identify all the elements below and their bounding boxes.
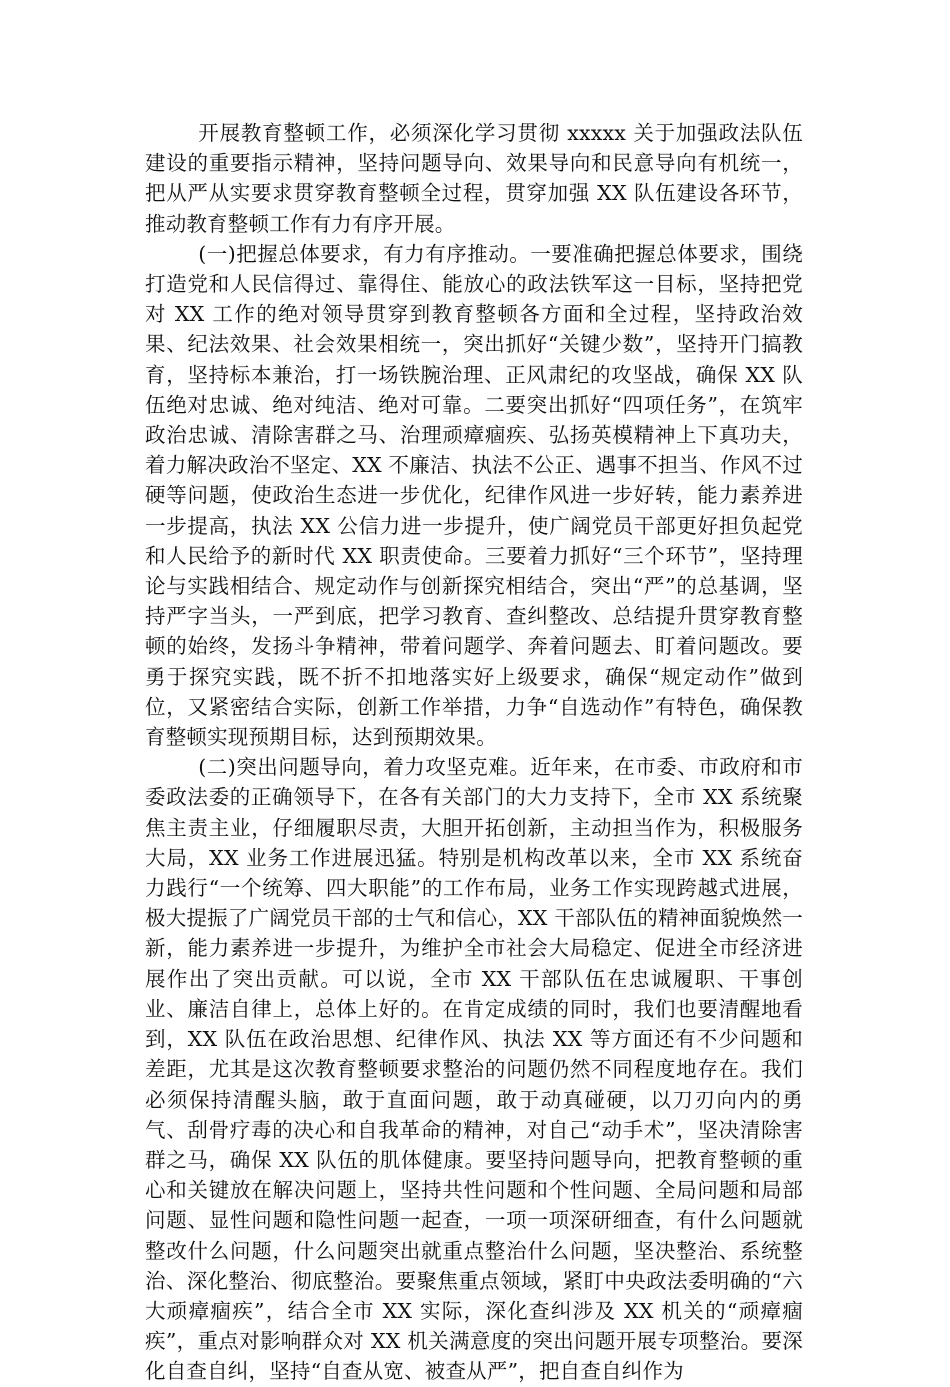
paragraph-section-1: (一)把握总体要求，有力有序推动。一要准确把握总体要求，围绕打造党和人民信得过、靠得住、能放心的政法铁军这一目标，坚持把党对 XX 工作的绝对领导贯穿到教育整顿各方面和全过程，坚持政治效果、纪法效果、社会效果相统一，突出抓好“关键少数”，坚持开门搞教育，坚持标本兼治，打一场铁腕治理、正风肃纪的攻坚战，确保 XX 队伍绝对忠诚、绝对纯洁、绝对可靠。二要突出抓好“四项任务”，在筑牢政治忠诚、清除害群之马、治理顽瘴痼疾、弘扬英模精神上下真功夫，着力解决政治不坚定、XX 不廉洁、执法不公正、遇事不担当、作风不过硬等问题，使政治生态进一步优化，纪律作风进一步好转，能力素养进一步提高，执法 XX 公信力进一步提升，使广阔党员干部更好担负起党和人民给予的新时代 XX 职责使命。三要着力抓好“三个环节”，坚持理论与实践相结合、规定动作与创新探究相结合，突出“严”的总基调，坚持严字当头，一严到底，把学习教育、查纠整改、总结提升贯穿教育整顿的始终，发扬斗争精神，带着问题学、奔着问题去、盯着问题改。要勇于探究实践，既不折不扣地落实好上级要求，确保“规定动作”做到位，又紧密结合实际，创新工作举措，力争“自选动作”有特色，确保教育整顿实现预期目标，达到预期效果。 bbox=[145, 241, 803, 750]
paragraph-intro: 开展教育整顿工作，必须深化学习贯彻 xxxxx 关于加强政法队伍建设的重要指示精神，坚持问题导向、效果导向和民意导向有机统一，把从严从实要求贯穿教育整顿全过程，贯穿加强 XX 队伍建设各环节，推动教育整顿工作有力有序开展。 bbox=[145, 121, 803, 236]
document-body bbox=[145, 118, 803, 1387]
paragraph-section-2: (二)突出问题导向，着力攻坚克难。近年来，在市委、市政府和市委政法委的正确领导下，在各有关部门的大力支持下，全市 XX 系统聚焦主责主业，仔细履职尽责，大胆开拓创新，主动担当作为，积极服务大局，XX 业务工作进展迅猛。特别是机构改革以来，全市 XX 系统奋力践行“一个统筹、四大职能”的工作布局，业务工作实现跨越式进展，极大提振了广阔党员干部的士气和信心，XX 干部队伍的精神面貌焕然一新，能力素养进一步提升，为维护全市社会大局稳定、促进全市经济进展作出了突出贡献。可以说，全市 XX 干部队伍在忠诚履职、干事创业、廉洁自律上，总体上好的。在肯定成绩的同时，我们也要清醒地看到，XX 队伍在政治思想、纪律作风、执法 XX 等方面还有不少问题和差距，尤其是这次教育整顿要求整治的问题仍然不同程度地存在。我们必须保持清醒头脑，敢于直面问题，敢于动真碰硬，以刀刃向内的勇气、刮骨疗毒的决心和自我革命的精神，对自己“动手术”，坚决清除害群之马，确保 XX 队伍的肌体健康。要坚持问题导向，把教育整顿的重心和关键放在解决问题上，坚持共性问题和个性问题、全局问题和局部问题、显性问题和隐性问题一起查，一项一项深研细查，有什么问题就整改什么问题，什么问题突出就重点整治什么问题，坚决整治、系统整治、深化整治、彻底整治。要聚焦重点领域，紧盯中央政法委明确的“六大顽瘴痼疾”，结合全市 XX 实际，深化查纠涉及 XX 机关的“顽瘴痼疾”，重点对影响群众对 XX 机关满意度的突出问题开展专项整治。要深化自查自纠，坚持“自查从宽、被查从严”，把自查自纠作为 bbox=[145, 755, 803, 1384]
